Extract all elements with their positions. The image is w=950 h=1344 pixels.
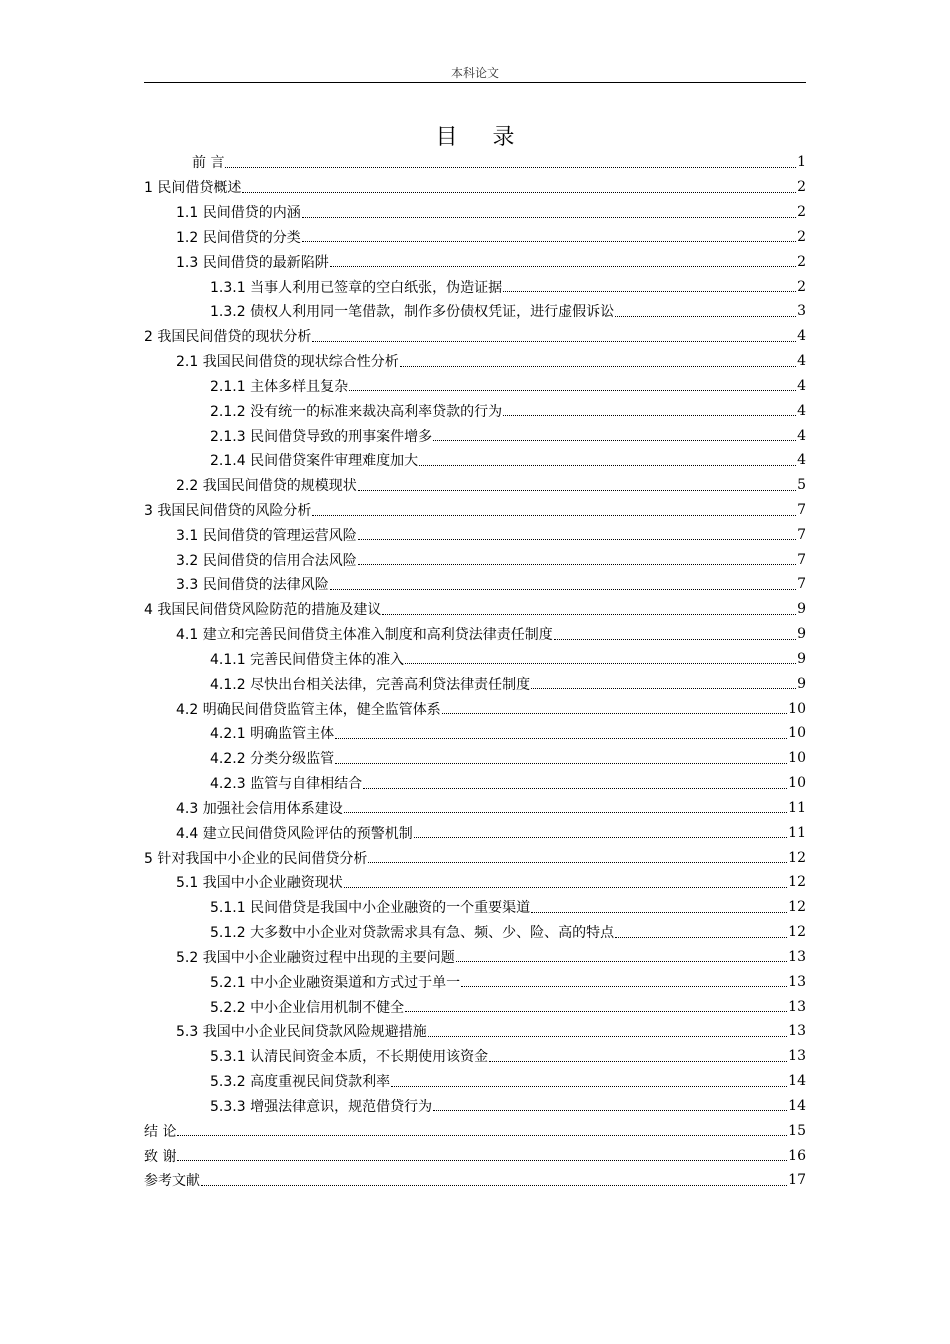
toc-entry[interactable] <box>144 423 806 448</box>
toc-entry[interactable] <box>144 200 806 225</box>
toc-entry-label: 4.2.2 分类分级监管 <box>210 751 335 768</box>
toc-entry-label: 1.2 民间借贷的分类 <box>176 229 301 246</box>
dot-leader <box>344 798 787 813</box>
toc-entry[interactable] <box>144 671 806 696</box>
dot-leader <box>400 352 796 367</box>
toc-entry[interactable] <box>144 1093 806 1118</box>
toc-entry-label: 4 我国民间借贷风险防范的措施及建议 <box>144 602 382 619</box>
toc-entry-label: 3 我国民间借贷的风险分析 <box>144 503 312 519</box>
toc-entry-label: 1.3 民间借贷的最新陷阱 <box>176 254 329 271</box>
dot-leader <box>330 252 796 267</box>
toc-entry-page-number: 12 <box>788 924 806 941</box>
dot-leader <box>382 600 796 615</box>
dot-leader <box>531 674 796 689</box>
toc-entry[interactable] <box>144 1118 806 1143</box>
dot-leader <box>312 327 796 342</box>
toc-entry[interactable] <box>144 572 806 597</box>
toc-entry-page-number: 9 <box>797 626 806 643</box>
toc-entry-page-number: 10 <box>788 775 806 792</box>
toc-entry-page-number: 1 <box>797 154 806 171</box>
dot-leader <box>242 178 796 193</box>
toc-entry-label: 4.1.1 完善民间借贷主体的准入 <box>210 651 405 668</box>
toc-entry-page-number: 2 <box>797 253 806 270</box>
dot-leader <box>405 997 787 1012</box>
toc-entry-label: 2.1.1 主体多样且复杂 <box>210 378 349 395</box>
toc-entry-page-number: 2 <box>797 278 806 295</box>
toc-entry-label: 2.1.2 没有统一的标准来裁决高利率贷款的行为 <box>210 403 503 420</box>
dot-leader <box>358 476 796 491</box>
toc-entry[interactable] <box>144 473 806 498</box>
toc-entry[interactable] <box>144 1044 806 1069</box>
toc-entry-label: 5.1.1 民间借贷是我国中小企业融资的一个重要渠道 <box>210 900 531 917</box>
toc-entry-label: 2.1.4 民间借贷案件审理难度加大 <box>210 453 419 470</box>
dot-leader <box>302 203 796 218</box>
toc-entry[interactable] <box>144 1019 806 1044</box>
toc-entry-page-number: 13 <box>788 948 806 965</box>
toc-entry-label: 3.2 民间借贷的信用合法风险 <box>176 552 357 569</box>
dot-leader <box>433 1096 787 1111</box>
toc-entry-label: 5.3.1 认清民间资金本质，不长期使用该资金 <box>210 1049 489 1066</box>
toc-entry-label: 3.1 民间借贷的管理运营风险 <box>176 527 357 544</box>
toc-entry-page-number: 13 <box>788 1023 806 1040</box>
toc-entry[interactable] <box>144 1168 806 1193</box>
dot-leader <box>503 277 796 292</box>
dot-leader <box>201 1171 787 1186</box>
dot-leader <box>330 575 796 590</box>
toc-title: 目 录 <box>435 125 529 150</box>
toc-entry-page-number: 4 <box>797 402 806 419</box>
toc-entry-label: 5.3 我国中小企业民间贷款风险规避措施 <box>176 1024 427 1041</box>
toc-entry-label: 5.2 我国中小企业融资过程中出现的主要问题 <box>176 949 455 966</box>
toc-entry-label: 4.4 建立民间借贷风险评估的预警机制 <box>176 825 413 842</box>
toc-entry-label: 2.1 我国民间借贷的现状综合性分析 <box>176 354 399 371</box>
dot-leader <box>456 947 787 962</box>
dot-leader <box>335 724 787 739</box>
toc-entry-page-number: 12 <box>788 899 806 916</box>
toc-entry-page-number: 16 <box>788 1147 806 1164</box>
dot-leader <box>503 401 796 416</box>
dot-leader <box>433 426 796 441</box>
toc-entry[interactable] <box>144 796 806 821</box>
toc-entry-label: 1.3.2 债权人利用同一笔借款，制作多份债权凭证，进行虚假诉讼 <box>210 304 615 321</box>
toc-entry-page-number: 13 <box>788 973 806 990</box>
toc-entry[interactable] <box>144 349 806 374</box>
toc-entry-label: 5.3.2 高度重视民间贷款利率 <box>210 1074 391 1091</box>
dot-leader <box>405 649 796 664</box>
toc-entry-page-number: 7 <box>797 502 806 518</box>
dot-leader <box>349 376 796 391</box>
dot-leader <box>302 227 796 242</box>
toc-entry[interactable] <box>144 498 806 523</box>
toc-entry-label: 5.2.2 中小企业信用机制不健全 <box>210 999 405 1016</box>
dot-leader <box>489 1047 787 1062</box>
toc-entry-page-number: 11 <box>788 824 806 841</box>
dot-leader <box>442 699 787 714</box>
toc-entry-label: 致 谢 <box>144 1148 177 1165</box>
toc-entry-label: 5.1.2 大多数中小企业对贷款需求具有急、频、少、险、高的特点 <box>210 925 615 942</box>
toc-entry-page-number: 9 <box>797 650 806 667</box>
toc-entry-page-number: 3 <box>797 303 806 320</box>
toc-entry-page-number: 14 <box>788 1097 806 1114</box>
dot-leader <box>414 823 787 838</box>
toc-entry-label: 2 我国民间借贷的现状分析 <box>144 329 312 346</box>
toc-entry-label: 4.2 明确民间借贷监管主体，健全监管体系 <box>176 701 441 718</box>
toc-entry-label: 4.3 加强社会信用体系建设 <box>176 800 343 817</box>
toc-entry[interactable] <box>144 647 806 672</box>
toc-entry[interactable] <box>144 820 806 845</box>
page-header: 本科论文 <box>450 66 499 80</box>
toc-entry[interactable] <box>144 522 806 547</box>
toc-entry-label: 4.2.1 明确监管主体 <box>210 726 335 743</box>
toc-entry-label: 5.3.3 增强法律意识，规范借贷行为 <box>210 1098 433 1115</box>
toc-entry-label: 4.2.3 监管与自律相结合 <box>210 776 363 793</box>
toc-entry-label: 2.2 我国民间借贷的规模现状 <box>176 478 357 495</box>
toc-entry[interactable] <box>144 622 806 647</box>
toc-entry[interactable] <box>144 895 806 920</box>
dot-leader <box>554 625 796 640</box>
dot-leader <box>312 501 796 516</box>
toc-entry[interactable] <box>144 994 806 1019</box>
toc-entry-page-number: 15 <box>788 1122 806 1139</box>
dot-leader <box>358 525 796 540</box>
toc-entry[interactable] <box>144 945 806 970</box>
toc-entry[interactable] <box>144 920 806 945</box>
toc-entry[interactable] <box>144 448 806 473</box>
toc-entry[interactable] <box>144 1069 806 1094</box>
toc-entry[interactable] <box>144 547 806 572</box>
dot-leader <box>615 302 796 317</box>
toc-entry-page-number: 7 <box>797 526 806 543</box>
toc-entry-page-number: 5 <box>797 477 806 494</box>
toc-entry-page-number: 13 <box>788 998 806 1015</box>
toc-entry-page-number: 11 <box>788 799 806 816</box>
toc-entry[interactable] <box>144 1143 806 1168</box>
dot-leader <box>615 923 787 938</box>
toc-entry-page-number: 4 <box>797 377 806 394</box>
toc-entry-page-number: 17 <box>788 1172 806 1189</box>
toc-entry[interactable] <box>144 150 806 175</box>
dot-leader <box>225 153 796 168</box>
toc-entry-page-number: 12 <box>788 874 806 891</box>
toc-entry-page-number: 12 <box>788 849 806 866</box>
toc-entry[interactable] <box>144 373 806 398</box>
toc-entry-label: 1.1 民间借贷的内涵 <box>176 205 301 222</box>
toc-entry-label: 2.1.3 民间借贷导致的刑事案件增多 <box>210 428 433 445</box>
toc-entry-page-number: 2 <box>797 228 806 245</box>
toc-entry[interactable] <box>144 398 806 423</box>
dot-leader <box>368 848 787 863</box>
toc-entry-label: 4.1 建立和完善民间借贷主体准入制度和高利贷法律责任制度 <box>176 627 553 644</box>
toc-entry[interactable] <box>144 175 806 200</box>
header-divider <box>144 82 806 83</box>
dot-leader <box>358 550 796 565</box>
dot-leader <box>428 1022 787 1037</box>
dot-leader <box>335 749 787 764</box>
toc-entry[interactable] <box>144 969 806 994</box>
toc-entry-page-number: 10 <box>788 725 806 742</box>
dot-leader <box>344 873 787 888</box>
toc-entry-label: 前 言 <box>192 155 225 172</box>
toc-entry-page-number: 7 <box>797 576 806 593</box>
toc-entry-label: 3.3 民间借贷的法律风险 <box>176 577 329 594</box>
toc-entry[interactable] <box>144 299 806 324</box>
toc-entry[interactable] <box>144 274 806 299</box>
dot-leader <box>461 972 787 987</box>
dot-leader <box>391 1072 787 1087</box>
dot-leader <box>419 451 796 466</box>
toc-entry-page-number: 10 <box>788 750 806 767</box>
toc-entry-label: 5.2.1 中小企业融资渠道和方式过于单一 <box>210 974 461 991</box>
toc-entry[interactable] <box>144 224 806 249</box>
toc-entry[interactable] <box>144 845 806 870</box>
toc-entry-label: 1.3.1 当事人利用已签章的空白纸张，伪造证据 <box>210 279 503 296</box>
toc-entry-page-number: 2 <box>797 179 806 196</box>
toc-entry-label: 参考文献 <box>144 1173 200 1190</box>
toc-entry[interactable] <box>144 771 806 796</box>
dot-leader <box>531 898 787 913</box>
toc-entry-label: 4.1.2 尽快出台相关法律，完善高利贷法律责任制度 <box>210 676 531 693</box>
table-of-contents <box>144 150 806 1193</box>
toc-entry-page-number: 14 <box>788 1073 806 1090</box>
toc-entry-page-number: 4 <box>797 328 806 345</box>
toc-entry[interactable] <box>144 324 806 349</box>
dot-leader <box>177 1121 787 1136</box>
toc-entry[interactable] <box>144 249 806 274</box>
toc-entry-label: 结 论 <box>144 1123 177 1140</box>
toc-entry[interactable] <box>144 696 806 721</box>
dot-leader <box>177 1146 787 1161</box>
toc-entry[interactable] <box>144 870 806 895</box>
toc-entry-page-number: 10 <box>788 700 806 717</box>
dot-leader <box>363 774 787 789</box>
toc-entry[interactable] <box>144 746 806 771</box>
toc-entry-page-number: 2 <box>797 204 806 221</box>
toc-entry-page-number: 9 <box>797 601 806 618</box>
toc-entry-page-number: 7 <box>797 551 806 568</box>
toc-entry-page-number: 4 <box>797 353 806 370</box>
toc-entry-label: 1 民间借贷概述 <box>144 180 242 197</box>
toc-entry-page-number: 9 <box>797 675 806 692</box>
toc-entry-page-number: 13 <box>788 1048 806 1065</box>
toc-entry-page-number: 4 <box>797 427 806 444</box>
toc-entry[interactable] <box>144 721 806 746</box>
toc-entry-label: 5.1 我国中小企业融资现状 <box>176 875 343 892</box>
toc-entry-label: 5 针对我国中小企业的民间借贷分析 <box>144 850 368 867</box>
toc-entry[interactable] <box>144 597 806 622</box>
toc-entry-page-number: 4 <box>797 452 806 469</box>
